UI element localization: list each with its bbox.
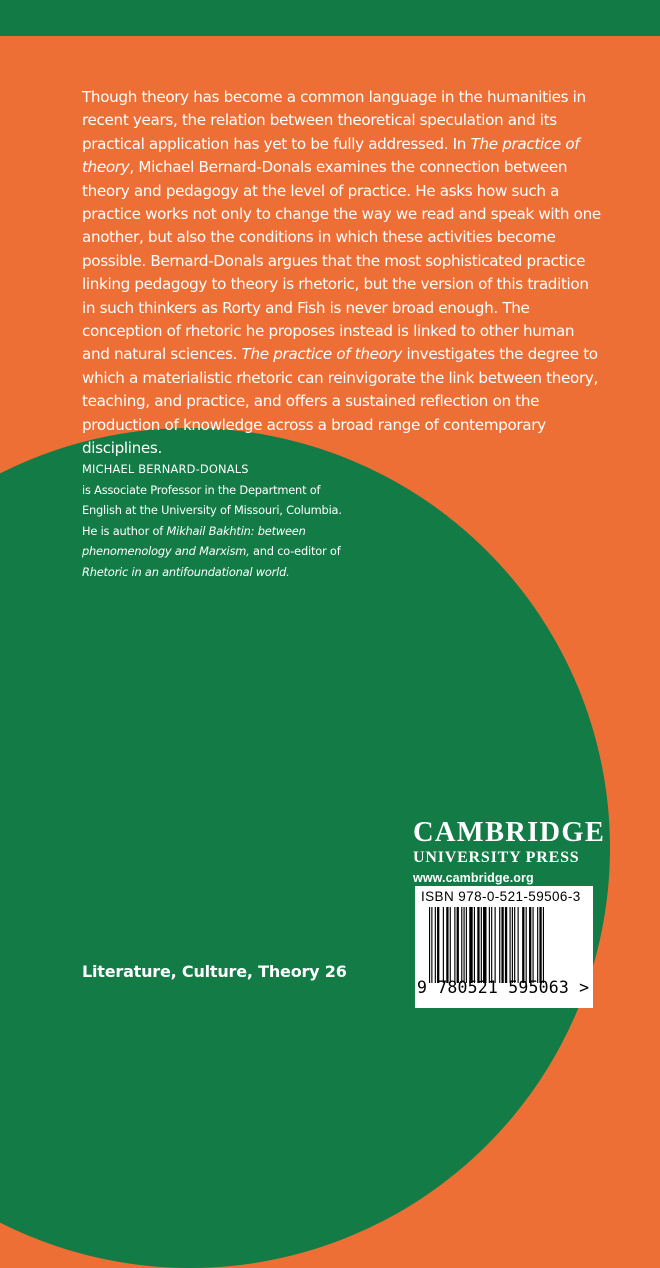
barcode-digits: 9 780521 595063 > — [417, 978, 590, 997]
publisher-name: CAMBRIDGE — [413, 817, 606, 848]
bio-text-2: and co-editor of — [249, 544, 341, 559]
blurb-book-title-1: The practice of theory — [82, 134, 580, 177]
publisher-subtitle: UNIVERSITY PRESS — [413, 849, 580, 866]
series-title: Literature, Culture, Theory 26 — [82, 962, 347, 981]
barcode-panel — [415, 886, 593, 1008]
description-blurb — [82, 86, 602, 461]
publisher-url: www.cambridge.org — [413, 871, 534, 885]
blurb-text-2: , Michael Bernard-Donals examines the connection between theory and pedagogy at the level of practice. He asks how such a practice works not only to change the way we read and speak with one another, but also the conditions in which these activities become possible. Bernard-Donals argues that the most sophisticated practice linking pedagogy to theory is rhetoric, but the version of this tradition in such thinkers as Rorty and Fish is never broad enough. The conception of rhetoric he proposes instead is linked to other human and natural sciences. — [82, 158, 601, 364]
bio-book-2: Rhetoric in an antifoundational world. — [82, 564, 290, 579]
bio-book-1: Mikhail Bakhtin: between phenomenology and Marxism, — [82, 523, 306, 559]
blurb-text-3: investigates the degree to which a materialistic rhetoric can reinvigorate the link between theory, teaching, and practice, and offers a sustained reflection on the production of knowledge across a broad range of contemporary disciplines. — [82, 345, 598, 458]
blurb-book-title-2: The practice of theory — [241, 345, 403, 364]
top-green-band — [0, 0, 660, 36]
author-bio — [82, 459, 352, 583]
isbn-label: ISBN 978-0-521-59506-3 — [421, 889, 581, 904]
barcode-icon — [429, 907, 589, 983]
blurb-text-1: Though theory has become a common language in the humanities in recent years, the relation between theoretical speculation and its practical application has yet to be fully addressed. In — [82, 88, 586, 153]
bio-text-1: is Associate Professor in the Department of English at the University of Missouri, Columbia. He is author of — [82, 482, 342, 538]
publisher-logo — [413, 818, 613, 885]
author-name: MICHAEL BERNARD-DONALS — [82, 462, 249, 476]
